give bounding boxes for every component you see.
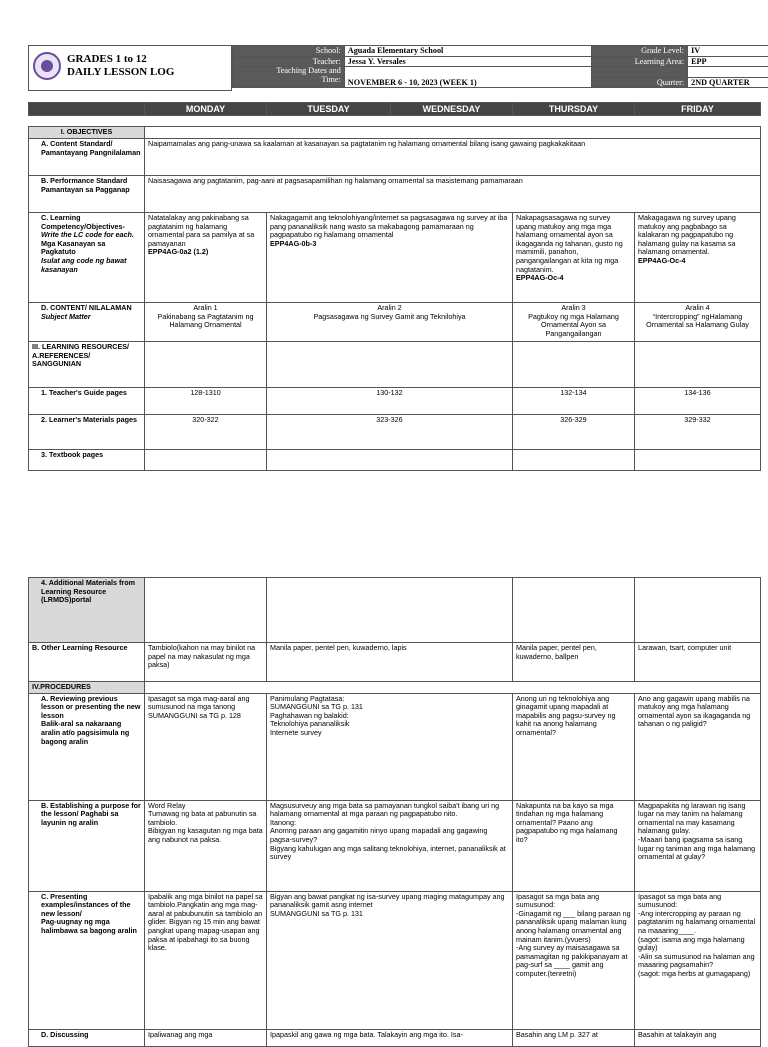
area-label: Learning Area: [592, 56, 688, 67]
dates-label-1: Teaching Dates and [276, 66, 341, 76]
reviewing-label-2: Balik-aral sa nakaraang aralin at/o pagsisimula ng bagong aralin [41, 719, 130, 746]
tg-thursday: 132-134 [513, 388, 635, 415]
purpose-thursday: Nakapunta na ba kayo sa mga tindahan ng mga halamang ornamental? Paano ang pagpapatubo ng mga halamang ito? [513, 800, 635, 891]
competency-label-1: C. Learning Competency/Objectives- [41, 213, 125, 231]
tb-monday [145, 450, 267, 471]
objectives-heading: I. OBJECTIVES [29, 127, 145, 139]
reviewing-monday: Ipasagot sa mga mag-aaral ang sumusunod na mga tanong SUMANGGUNI sa TG p. 128 [145, 693, 267, 800]
days-bar [28, 102, 761, 116]
day-friday: FRIDAY [635, 103, 761, 116]
tb-friday [635, 450, 761, 471]
competency-monday-text: Natatalakay ang pakinabang sa pagtatanim ng halamang ornamental para sa pamilya at sa pamayanan [148, 213, 255, 248]
reviewing-label [29, 693, 145, 800]
tg-pages-label: 1. Teacher's Guide pages [29, 388, 145, 415]
area-value: EPP [688, 56, 768, 67]
tb-tuesday [267, 450, 513, 471]
objectives-blank [145, 127, 761, 139]
quarter-value: 2ND QUARTER [688, 77, 768, 88]
competency-friday-code: EPP4AG-Oc-4 [638, 255, 686, 265]
competency-monday-code: EPP4AG-0a2 (1.2) [148, 247, 209, 257]
lm-pages-label: 2. Learner's Materials pages [29, 415, 145, 450]
content-standard-text: Naipamamalas ang pang-unawa sa kaalaman at kasanayan sa pagtatanim ng halamang ornamental bilang isang gawaing pagkakakitaan [145, 139, 761, 176]
discussing-thursday: Basahin ang LM p. 327 at [513, 1029, 635, 1046]
add-tuesday [267, 578, 513, 643]
add-monday [145, 578, 267, 643]
dates-value: NOVEMBER 6 - 10, 2023 (WEEK 1) [344, 67, 591, 88]
competency-thursday [513, 213, 635, 303]
textbook-pages-label: 3. Textbook pages [29, 450, 145, 471]
day-wednesday: WEDNESDAY [391, 103, 513, 116]
other-thursday: Manila paper, pentel pen, kuwaderno, ballpen [513, 643, 635, 682]
tb-thursday [513, 450, 635, 471]
competency-friday [635, 213, 761, 303]
competency-thursday-code: EPP4AG-Oc-4 [516, 273, 564, 283]
presenting-label-1: C. Presenting examples/instances of the new lesson/ [41, 891, 131, 918]
discussing-monday: Ipaliwanag ang mga [145, 1029, 267, 1046]
competency-thursday-text: Nakapagsasagawa ng survey upang matukoy ang mga mga halamang ornamental ayon sa ikagaganda ng tahanan, gusto ng mamimili, panahon, pangangailangan at kita ng mga nagtatanim. [516, 213, 623, 274]
lm-monday: 320-322 [145, 415, 267, 450]
grade-label: Grade Level: [592, 46, 688, 57]
deped-seal-icon [33, 52, 61, 80]
other-resource-label: B. Other Learning Resource [29, 643, 145, 682]
other-friday: Larawan, tsart, computer unit [635, 643, 761, 682]
discussing-label: D. Discussing [29, 1029, 145, 1046]
other-tuesday: Manila paper, pentel pen, kuwaderno, lapis [267, 643, 513, 682]
presenting-monday: Ipabalik ang mga binilot na papel sa tambiolo.Pangkatin ang mga mag-aaral at pabubunutin sa tambiolo an glider. Bigyan ng 15 min ang bawat pangkat upang mapag-usapan ang paksa at ipabahagi ito sa buong klase. [145, 891, 267, 1029]
content-tuesday: Aralin 2 Pagsasagawa ng Survey Gamit ang Teknilohiya [267, 303, 513, 342]
blank-value [688, 67, 768, 78]
presenting-thursday: Ipasagot sa mga bata ang sumusunod: -Ginagamit ng ___ bilang paraan ng pananaliksik upang malaman kung anong halamang ornamental ang mainam itanim.(yvuers) -Ang survey ay maisasagawa sa pamamagitan ng pakikipanayam at pag-surf sa ____ gamit ang computer.(tenretni) [513, 891, 635, 1029]
additional-materials-label: 4. Additional Materials from Learning Resource (LRMDS)portal [29, 578, 145, 643]
day-thursday: THURSDAY [513, 103, 635, 116]
discussing-friday: Basahin at talakayin ang [635, 1029, 761, 1046]
competency-monday [145, 213, 267, 303]
other-monday: Tambiolo(kahon na may binilot na papel na may nakasulat ng mga paksa) [145, 643, 267, 682]
presenting-friday: Ipasagot sa mga bata ang sumusunod: -Ang intercropping ay paraan ng pagtatanim ng halamang ornamental na maaaring____. (sagot: isama ang mga halamang gulay) -Alin sa sumusunod na halaman ang maaaring pagsamahin? (sagot: mga herbs at gumagapang) [635, 891, 761, 1029]
reviewing-thursday: Anong uri ng teknolohiya ang ginagamit upang mapadali at mapabilis ang pagsu-survey ng kahit na anong halamang ornamental? [513, 693, 635, 800]
discussing-tuesday: Ipapaskil ang gawa ng mga bata. Talakayin ang mga ito. Isa- [267, 1029, 513, 1046]
purpose-monday: Word Relay Tumawag ng bata at pabunutin sa tambiolo. Bibigyan ng kasagutan ng mga bata ang nabunot na paksa. [145, 800, 267, 891]
presenting-tuesday: Bigyan ang bawat pangkat ng isa-survey upang maging matagumpay ang pananaliksik gamit asng internet SUMANGGUNI sa TG p. 131 [267, 891, 513, 1029]
resources-mon-blank [145, 342, 267, 388]
title-box [28, 45, 232, 91]
performance-standard-text: Naisasagawa ang pagtatanim, pag-aani at pagsasapamilihan ng halamang ornamental sa masistemang pamamaraan [145, 176, 761, 213]
teacher-value: Jessa Y. Versales [344, 56, 591, 67]
content-standard-label: A. Content Standard/ Pamantayang Pangnilalaman [29, 139, 145, 176]
purpose-friday: Magpapakita ng larawan ng isang lugar na may tanim na halamang ornamental na may kasamang halamang gulay. -Maaari bang ipagsama sa isang lugar ng taniman ang mga halamang ornamental at gulay? [635, 800, 761, 891]
resources-heading: III. LEARNING RESOURCES/ A.REFERENCES/ SANGGUNIAN [29, 342, 145, 388]
tg-monday: 128-1310 [145, 388, 267, 415]
performance-standard-label: B. Performance Standard Pamantayan sa Pagganap [29, 176, 145, 213]
lesson-table-page1 [28, 126, 761, 471]
lm-tuesday: 323-326 [267, 415, 513, 450]
purpose-label: B. Establishing a purpose for the lesson/ Paghabi sa layunin ng aralin [29, 800, 145, 891]
day-monday: MONDAY [145, 103, 267, 116]
days-blank [29, 103, 145, 116]
content-friday: Aralin 4 “Intercropping” ngHalamang Ornamental sa Halamang Gulay [635, 303, 761, 342]
grade-value: IV [688, 46, 768, 57]
reviewing-tuesday: Panimulang Pagtatasa: SUMANGGUNI sa TG p. 131 Paghahawan ng balakid: Teknolohiya pananaliksik Internete survey [267, 693, 513, 800]
header-info-table [232, 45, 768, 88]
title-dll: DAILY LESSON LOG [67, 66, 175, 78]
competency-label-4: Isulat ang code ng bawat kasanayan [41, 255, 127, 274]
teacher-label: Teacher: [233, 56, 345, 67]
content-thursday: Aralin 3 Pagtukoy ng mga Halamang Ornamental Ayon sa Pangangailangan [513, 303, 635, 342]
content-monday: Aralin 1 Pakinabang sa Pagtatanim ng Halamang Ornamental [145, 303, 267, 342]
competency-friday-text: Makagagawa ng survey upang matukoy ang pagbabago sa kalakaran ng pagpapatubo ng halamang gulay na kasama sa halamang ornamental. [638, 213, 736, 257]
lesson-table-page2 [28, 577, 761, 1047]
school-label: School: [233, 46, 345, 57]
blank-label [592, 67, 688, 78]
reviewing-friday: Ano ang gagawin upang mabilis na matukoy ang mga halamang ornamental ayon sa ikagaganda ng tahanan o ng paligid? [635, 693, 761, 800]
presenting-label [29, 891, 145, 1029]
content-label-2: Subject Matter [41, 311, 91, 321]
competency-label-2: Write the LC code for each. [41, 230, 134, 240]
lm-friday: 329-332 [635, 415, 761, 450]
add-thursday [513, 578, 635, 643]
reviewing-label-1: A. Reviewing previous lesson or presenting the new lesson [41, 693, 141, 720]
lm-thursday: 326-329 [513, 415, 635, 450]
dates-label-2: Time: [321, 74, 341, 84]
school-value: Aguada Elementary School [344, 46, 591, 57]
title-grades: GRADES 1 to 12 [67, 53, 147, 65]
quarter-label: Quarter: [592, 77, 688, 88]
competency-tuesday-text: Nakagagamit ang teknolohiyang/internet sa pagsasagawa ng survey at iba pang pananaliksik nang wasto sa makabagong pamamaraan ng pagpapatubo ng halamang ornamental [270, 213, 508, 240]
dates-label [233, 67, 345, 88]
content-label-1: D. CONTENT/ NILALAMAN [41, 303, 132, 312]
competency-tuesday-code: EPP4AG-0b-3 [270, 238, 317, 248]
add-friday [635, 578, 761, 643]
day-tuesday: TUESDAY [267, 103, 391, 116]
competency-label [29, 213, 145, 303]
resources-tue-blank [267, 342, 513, 388]
presenting-label-2: Pag-uugnay ng mga halimbawa sa bagong aralin [41, 917, 137, 935]
resources-thu-blank [513, 342, 635, 388]
tg-friday: 134-136 [635, 388, 761, 415]
competency-tuesday [267, 213, 513, 303]
dll-header [28, 45, 768, 91]
competency-label-3: Mga Kasanayan sa Pagkatuto [41, 238, 106, 257]
procedures-blank [145, 682, 761, 694]
purpose-tuesday: Magsusurveuy ang mga bata sa pamayanan tungkol saiba't ibang uri ng halamang ornamental at mga paraan ng pagpapatubo nito. Itanong: Anomng paraan ang gagamitin ninyo upang mapadali ang gagawing pagsa-survey? Bigyang kahulugan ang mga salitang teknolohiya, internet, pananaliksik at survey [267, 800, 513, 891]
content-label [29, 303, 145, 342]
tg-tuesday: 130-132 [267, 388, 513, 415]
procedures-heading: IV.PROCEDURES [29, 682, 145, 694]
resources-fri-blank [635, 342, 761, 388]
